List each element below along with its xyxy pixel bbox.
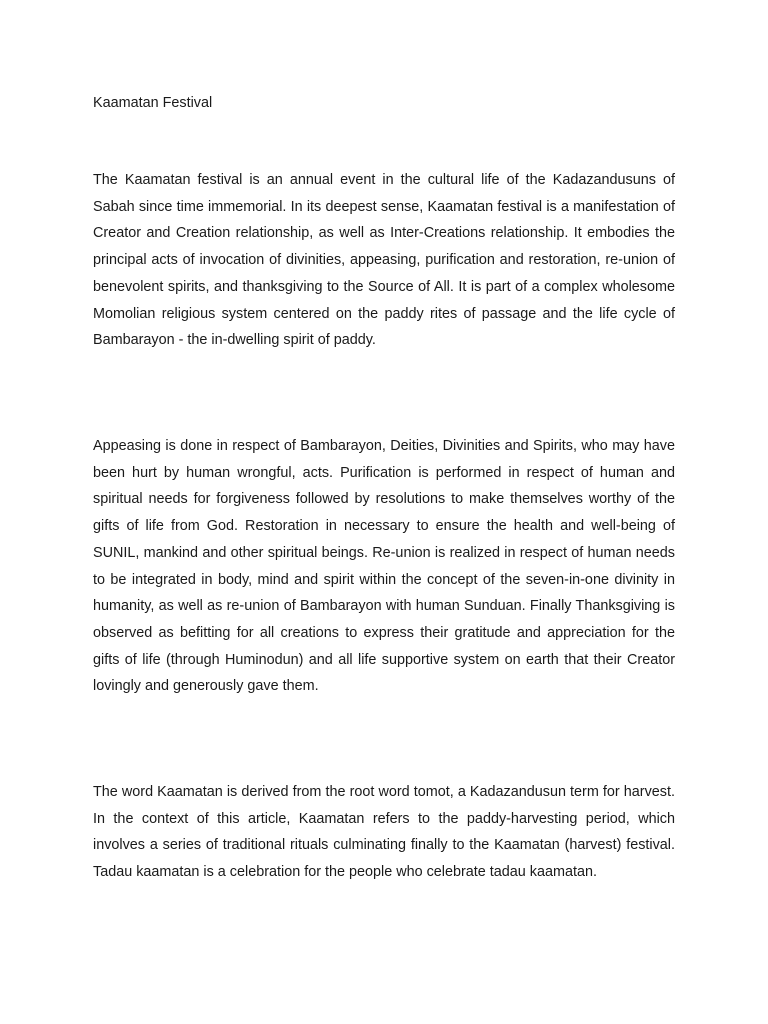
document-title: Kaamatan Festival <box>93 95 213 111</box>
paragraph-intro: The Kaamatan festival is an annual event in the cultural life of the Kadazandusuns of Sabah since time immemorial. In its deepest sense, Kaamatan festival is a manifestation of Creator and Creation relationship, as well as Inter-Creations relationship. It embodies the principal acts of invocation of divinities, appeasing, purification and restoration, re-union of benevolent spirits, and thanksgiving to the Source of All. It is part of a complex wholesome Momolian religious system centered on the paddy rites of passage and the life cycle of Bambarayon - the in-dwelling spirit of paddy. <box>93 172 675 349</box>
paragraph-etymology: The word Kaamatan is derived from the root word tomot, a Kadazandusun term for harvest. In the context of this article, Kaamatan refers to the paddy-harvesting period, which involves a series of traditional rituals culminating finally to the Kaamatan (harvest) festival. Tadau kaamatan is a celebration for the people who celebrate tadau kaamatan. <box>93 784 675 881</box>
paragraph-appeasing: Appeasing is done in respect of Bambarayon, Deities, Divinities and Spirits, who may have been hurt by human wrongful, acts. Purification is performed in respect of human and spiritual needs for forgiveness followed by resolutions to make themselves worthy of the gifts of life from God. Restoration in necessary to ensure the health and well-being of SUNIL, mankind and other spiritual beings. Re-union is realized in respect of human needs to be integrated in body, mind and spirit within the concept of the seven-in-one divinity in humanity, as well as re-union of Bambarayon with human Sunduan. Finally Thanksgiving is observed as befitting for all creations to express their gratitude and appreciation for the gifts of life (through Huminodun) and all life supportive system on earth that their Creator lovingly and generously gave them. <box>93 438 675 695</box>
